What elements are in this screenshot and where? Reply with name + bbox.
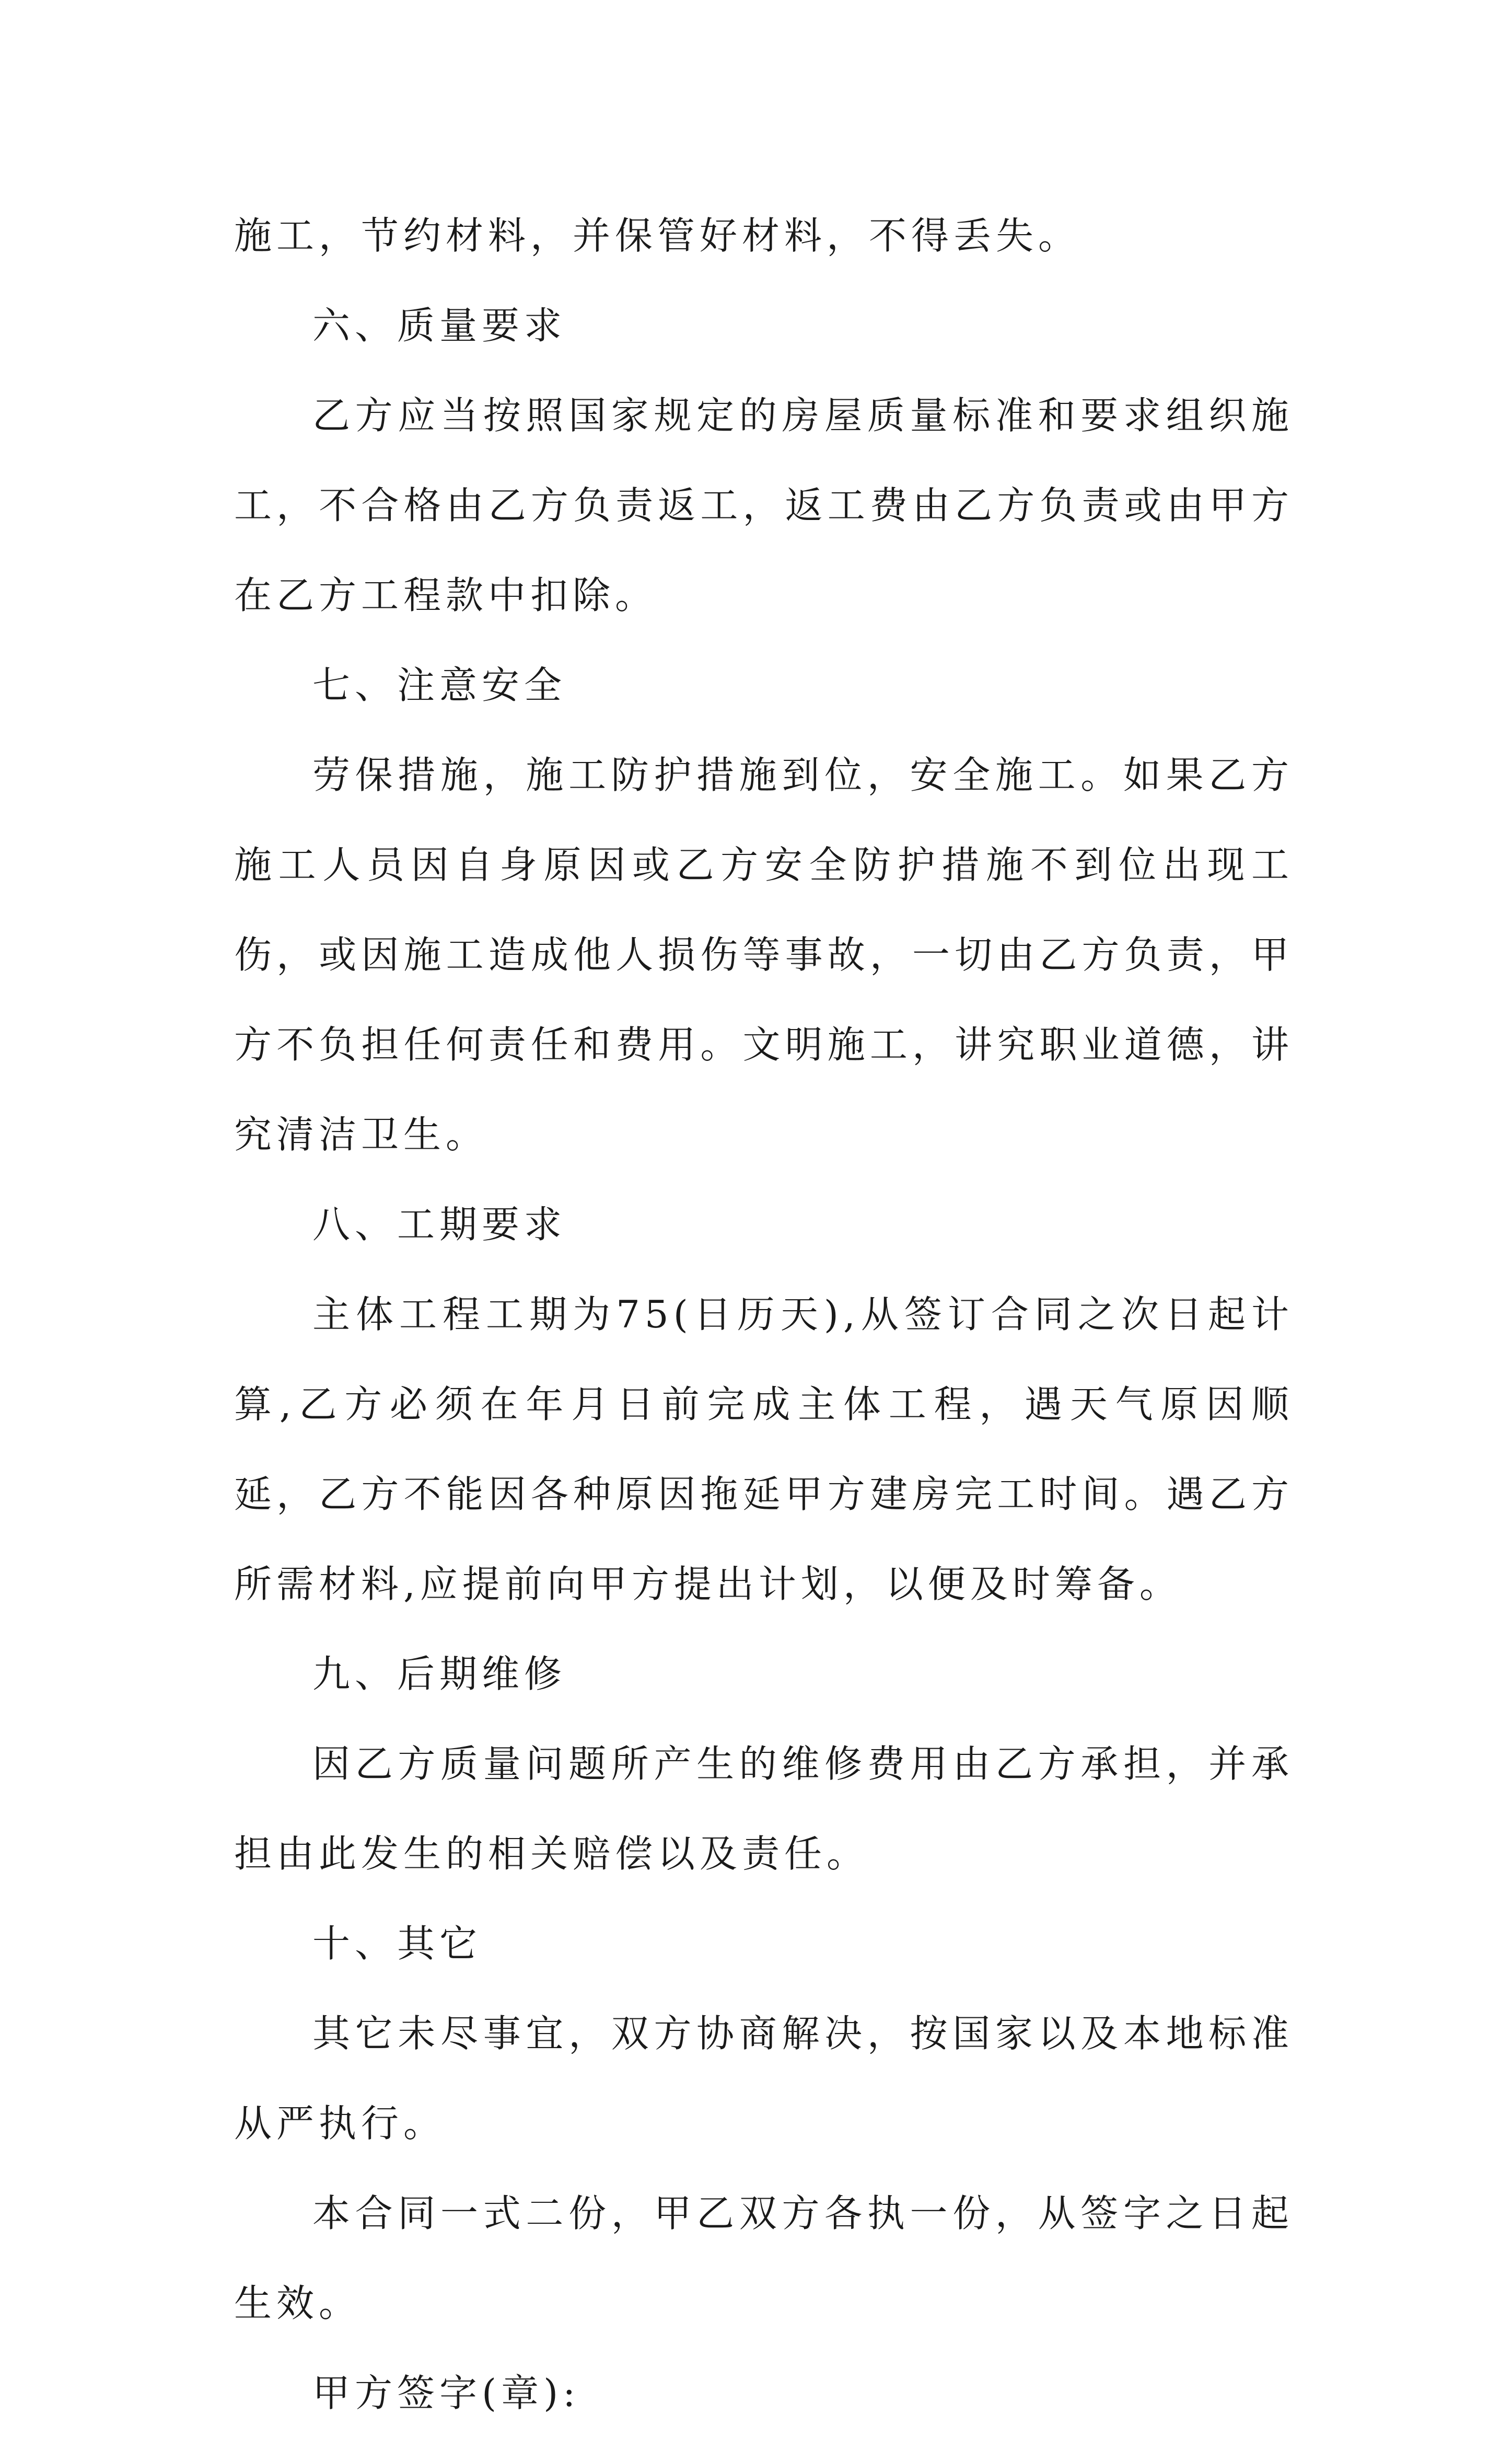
document-body — [234, 191, 1294, 2438]
section-heading-schedule: 八、工期要求 — [312, 1203, 567, 1246]
signature-line-party-a: 甲方签字(章): — [312, 2371, 580, 2415]
section-heading-quality: 六、质量要求 — [312, 304, 567, 348]
paragraph-continuation: 施工，节约材料，并保管好材料，不得丢失。 — [234, 214, 1081, 258]
paragraph-other: 其它未尽事宜，双方协商解决，按国家以及本地标准从严执行。 — [234, 2012, 1294, 2145]
section-heading-maintenance: 九、后期维修 — [312, 1652, 567, 1696]
section-heading-safety: 七、注意安全 — [312, 663, 567, 707]
paragraph-quality: 乙方应当按照国家规定的房屋质量标准和要求组织施工，不合格由乙方负责返工，返工费由乙方负责或由甲方在乙方工程款中扣除。 — [234, 394, 1294, 617]
paragraph-maintenance: 因乙方质量问题所产生的维修费用由乙方承担，并承担由此发生的相关赔偿以及责任。 — [234, 1742, 1294, 1876]
paragraph-copies: 本合同一式二份，甲乙双方各执一份，从签字之日起生效。 — [234, 2191, 1294, 2325]
paragraph-safety: 劳保措施，施工防护措施到位，安全施工。如果乙方施工人员因自身原因或乙方安全防护措施不到位出现工伤，或因施工造成他人损伤等事故，一切由乙方负责，甲方不负担任何责任和费用。文明施工，讲究职业道德，讲究清洁卫生。 — [234, 753, 1294, 1157]
section-heading-other: 十、其它 — [312, 1922, 482, 1966]
paragraph-schedule: 主体工程工期为75(日历天),从签订合同之次日起计算,乙方必须在年月日前完成主体工程，遇天气原因顺延，乙方不能因各种原因拖延甲方建房完工时间。遇乙方所需材料,应提前向甲方提出计划，以便及时筹备。 — [234, 1292, 1294, 1606]
